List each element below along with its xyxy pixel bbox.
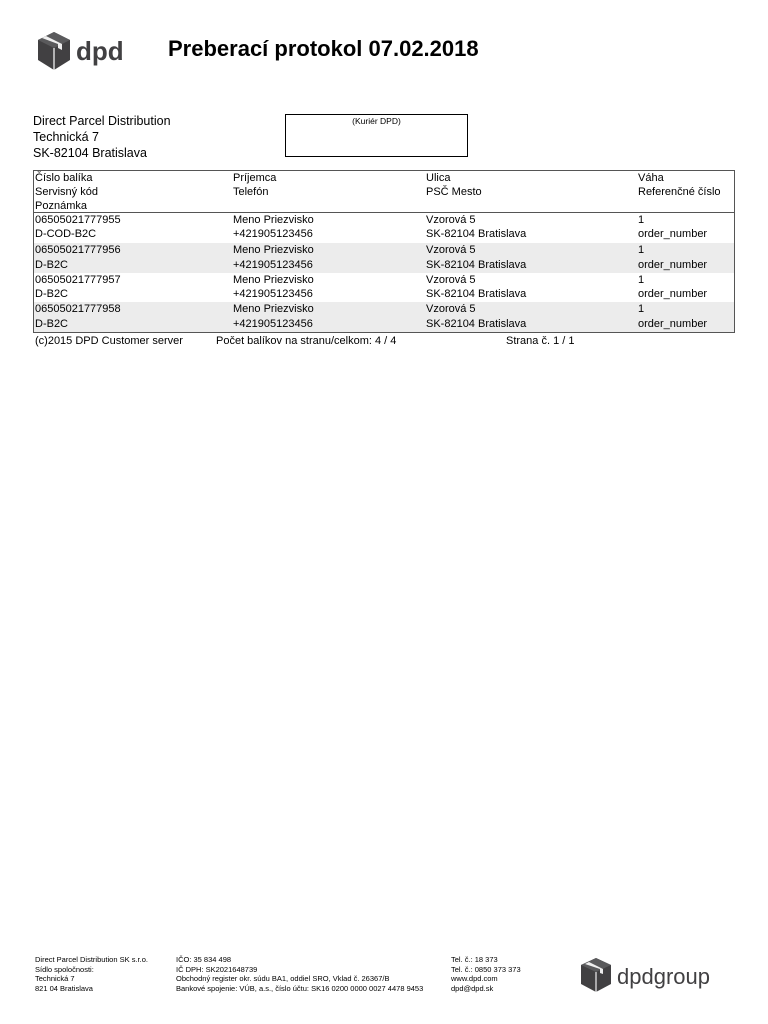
sender-name: Direct Parcel Distribution (33, 114, 171, 128)
service-code: D-B2C (35, 288, 69, 300)
parcel-weight: 1 (638, 274, 645, 286)
footer-ico: IČO: 35 834 498 (176, 955, 232, 964)
footer-phone-2: Tel. č.: 0850 373 373 (451, 964, 521, 974)
parcel-number: 06505021777958 (35, 303, 121, 315)
footer-email: dpd@dpd.sk (451, 983, 494, 993)
header-reference: Referenčné číslo (638, 186, 721, 198)
header-note: Poznámka (35, 200, 87, 212)
recipient-street: Vzorová 5 (426, 214, 476, 226)
recipient-phone: +421905123456 (233, 228, 313, 240)
parcel-weight: 1 (638, 214, 645, 226)
sender-street: Technická 7 (33, 130, 100, 144)
recipient-street: Vzorová 5 (426, 303, 476, 315)
reference-number: order_number (638, 288, 708, 300)
parcel-weight: 1 (638, 303, 645, 315)
dpd-cube-icon (36, 30, 136, 74)
header-parcel-number: Číslo balíka (35, 172, 93, 184)
footer-city: 821 04 Bratislava (35, 983, 93, 993)
footer-bank: Bankové spojenie: VÚB, a.s., číslo účtu: SK16 0200 0000 0027 4478 9453 (176, 983, 424, 993)
dpd-cube-icon (580, 957, 725, 993)
recipient-phone: +421905123456 (233, 318, 313, 330)
parcel-weight: 1 (638, 244, 645, 256)
courier-label: (Kuriér DPD) (352, 116, 401, 126)
recipient-name: Meno Priezvisko (233, 274, 314, 286)
recipient-city: SK-82104 Bratislava (426, 288, 527, 300)
footer-registration (176, 955, 423, 993)
dpdgroup-logo (580, 957, 725, 993)
footer-phone-1: Tel. č.: 18 373 (451, 955, 498, 964)
recipient-street: Vzorová 5 (426, 244, 476, 256)
parcel-number: 06505021777957 (35, 274, 121, 286)
recipient-city: SK-82104 Bratislava (426, 228, 527, 240)
page-number: Strana č. 1 / 1 (506, 335, 575, 347)
header-service-code: Servisný kód (35, 186, 98, 198)
header-phone: Telefón (233, 186, 269, 198)
footer-vat: IČ DPH: SK2021648739 (176, 964, 258, 974)
footer-street: Technická 7 (35, 974, 75, 984)
header-zip-city: PSČ Mesto (426, 186, 482, 198)
sender-city: SK-82104 Bratislava (33, 146, 147, 160)
svg-text:dpdgroup: dpdgroup (617, 964, 710, 989)
header-weight: Váha (638, 172, 664, 184)
reference-number: order_number (638, 259, 708, 271)
header-recipient: Príjemca (233, 172, 277, 184)
parcel-number: 06505021777956 (35, 244, 121, 256)
footer-seat-label: Sídlo spoločnosti: (35, 964, 94, 974)
svg-text:dpd: dpd (76, 36, 124, 66)
parcel-table (33, 170, 735, 333)
footer-company-name: Direct Parcel Distribution SK s.r.o. (35, 955, 148, 964)
recipient-name: Meno Priezvisko (233, 214, 314, 226)
recipient-phone: +421905123456 (233, 259, 313, 271)
footer-contact (451, 955, 521, 993)
footer-web: www.dpd.com (451, 974, 498, 984)
recipient-street: Vzorová 5 (426, 274, 476, 286)
courier-signature-box (285, 114, 468, 157)
reference-number: order_number (638, 318, 708, 330)
service-code: D-COD-B2C (35, 228, 97, 240)
recipient-city: SK-82104 Bratislava (426, 318, 527, 330)
service-code: D-B2C (35, 259, 69, 271)
footer-company (35, 955, 148, 993)
service-code: D-B2C (35, 318, 69, 330)
copyright-text: (c)2015 DPD Customer server (35, 335, 183, 347)
recipient-city: SK-82104 Bratislava (426, 259, 527, 271)
row-shade (34, 243, 734, 273)
parcel-number: 06505021777955 (35, 214, 121, 226)
sender-address (33, 113, 171, 161)
dpd-logo (36, 30, 136, 74)
footer-register: Obchodný register okr. súdu BA1, oddiel SRO, Vklad č. 26367/B (176, 974, 390, 984)
recipient-name: Meno Priezvisko (233, 244, 314, 256)
parcel-count: Počet balíkov na stranu/celkom: 4 / 4 (216, 335, 397, 347)
header-street: Ulica (426, 172, 451, 184)
recipient-phone: +421905123456 (233, 288, 313, 300)
reference-number: order_number (638, 228, 708, 240)
page-title: Preberací protokol 07.02.2018 (168, 36, 479, 61)
row-shade (34, 302, 734, 332)
header-divider (34, 212, 734, 213)
recipient-name: Meno Priezvisko (233, 303, 314, 315)
